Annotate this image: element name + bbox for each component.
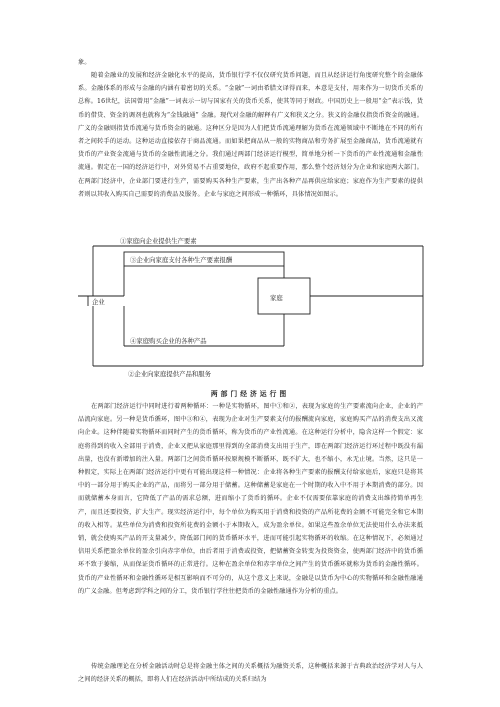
paragraph-fragment: 象。 xyxy=(78,59,91,66)
paragraph-circulation: 在两部门经济运行中同时进行着两种循环：一种是实物循环，图中①和②，表现为家庭的生产要素流向企业，企业的产品流向家庭。另一种是货币循环，图中③和④，表现为企业对生产要素支付的报酬流向家庭，家庭购买产品的消费支出又流向企业。这种伴随着实物循环而同时产生的货币循环，称为货币的产业性流通。在这种运行分析中，隐含这样一个假定：家庭将得到的收入全部用于消费，企业又把从家庭那里得到的全部消费支出用于生产，即在两部门经济运行环过程中既没有漏出量，也没有新增加的注入量。两部门之间货币循环按原规模不断循环，既不扩大，也不缩小，永无止境。当然，这只是一种假定，实际上在两部门经济运行中更有可能出现这样一种情况：企业将各种生产要素的报酬支付给家庭后，家庭只是将其中的一部分用于购买企业的产品，而将另一部分用于储蓄。这种储蓄是家庭在一个时期的收入中不用于本期消费的部分。因而就储蓄本身而言，它降低了产品的需求总额，进而缩小了货币的循环。企业不仅需要依靠家庭的消费支出维持简单再生产，而且还要投资，扩大生产。现实经济运行中，每个单位为购买用于消费和投资的产品所花费的金额不可能完全和它本期的收入相等。某些单位为消费和投资所花费的金额小于本期收入，成为盈余单位。如果这些盈余单位无法使用什么办法来抵销，就会使购买产品的开支量减少，降低部门间的货币循环水平，进而可能引起实物循环的收缩。在这种情况下，必须通过信用关系把盈余单位的盈余引向赤字单位，由后者用于消费或投资，把储蓄资金转变为投资资金，使两部门经济中的货币循环不致于萎缩，从而保证货币循环的正常进行。这种在盈余单位和赤字单位之间产生的货币循环就称为货币的金融性循环。货币的产业性循环和金融性循环是相互影响而不可分的，从这个意义上来说，金融是以货币为中心的实物循环和金融性融通的广义金融。但考虑到学科之间的分工，货币银行学往往把货币的金融性融通作为分析的重点。 xyxy=(78,403,423,595)
enterprise-label: 企业 xyxy=(92,298,105,306)
flow2-label: ②企业向家庭提供产品和服务 xyxy=(128,370,212,378)
paragraph-traditional-theory: 传统金融理论在分析金融活动时总是将金融主体之间的关系概括为融资关系，这种概括来源于古典政治经济学对人与人之间的经济关系的概括，即将人们在经济活动中所结成的关系归结为 xyxy=(78,663,423,684)
diagram-caption: 两部门经济运行图 xyxy=(210,390,290,398)
household-label: 家庭 xyxy=(270,294,283,302)
flow1-label: ①家庭向企业提供生产要素 xyxy=(120,237,197,245)
household-box xyxy=(258,278,310,314)
paragraph-financial-system: 随着金融业的发展和经济金融化水平的提高，货币银行学不仅仅研究货币问题，而且从经济运行角度研究整个的金融体系。金融体系的形成与金融的内涵有着密切的关系。“金融”一词由希腊文译得而来，本意是支付，用来作为一切货币关系的总称。16世纪，法国曾用“金融”一词表示一切与国家有关的货币关系，使其等同于财政。中国历史上一般用“金”表示钱，货币的借贷、资金的调剂也就称为“金钱融通” 金融。现代对金融的解释有广义和狭义之分。狭义的金融仅指货币资金的融通。广义的金融则指货币流通与货币资金的融通。这种区分是因为人们把货币流通理解为货币在流通领域中不断地在不同的所有者之间转手的运动。这种运动直接依存于商品流通。而如果把商品从一般的实物商品和劳务扩展至金融商品，货币流通就有货币的产业资金流通与货币的金融性流通之分。我们通过两部门经济运行模型，简单地分析一下货币的产业性流通和金融性流通。假定在一国的经济运行中，对外贸易不占重要地位，政府不起重要作用，那么整个经济划分为企业和家庭两大部门。在两部门经济中，企业部门要进行生产，需要购买各种生产要素，生产出各种产品再供应给家庭；家庭作为生产要素的提供者则以其收入购买自己需要的消费品及服务。企业与家庭之间形成一种循环，具体情况如图示。 xyxy=(78,72,423,198)
flow4-label: ④家庭购买企业的各种产品 xyxy=(130,337,207,345)
flow3-label: ③企业向家庭支付各种生产要素报酬 xyxy=(130,256,233,264)
